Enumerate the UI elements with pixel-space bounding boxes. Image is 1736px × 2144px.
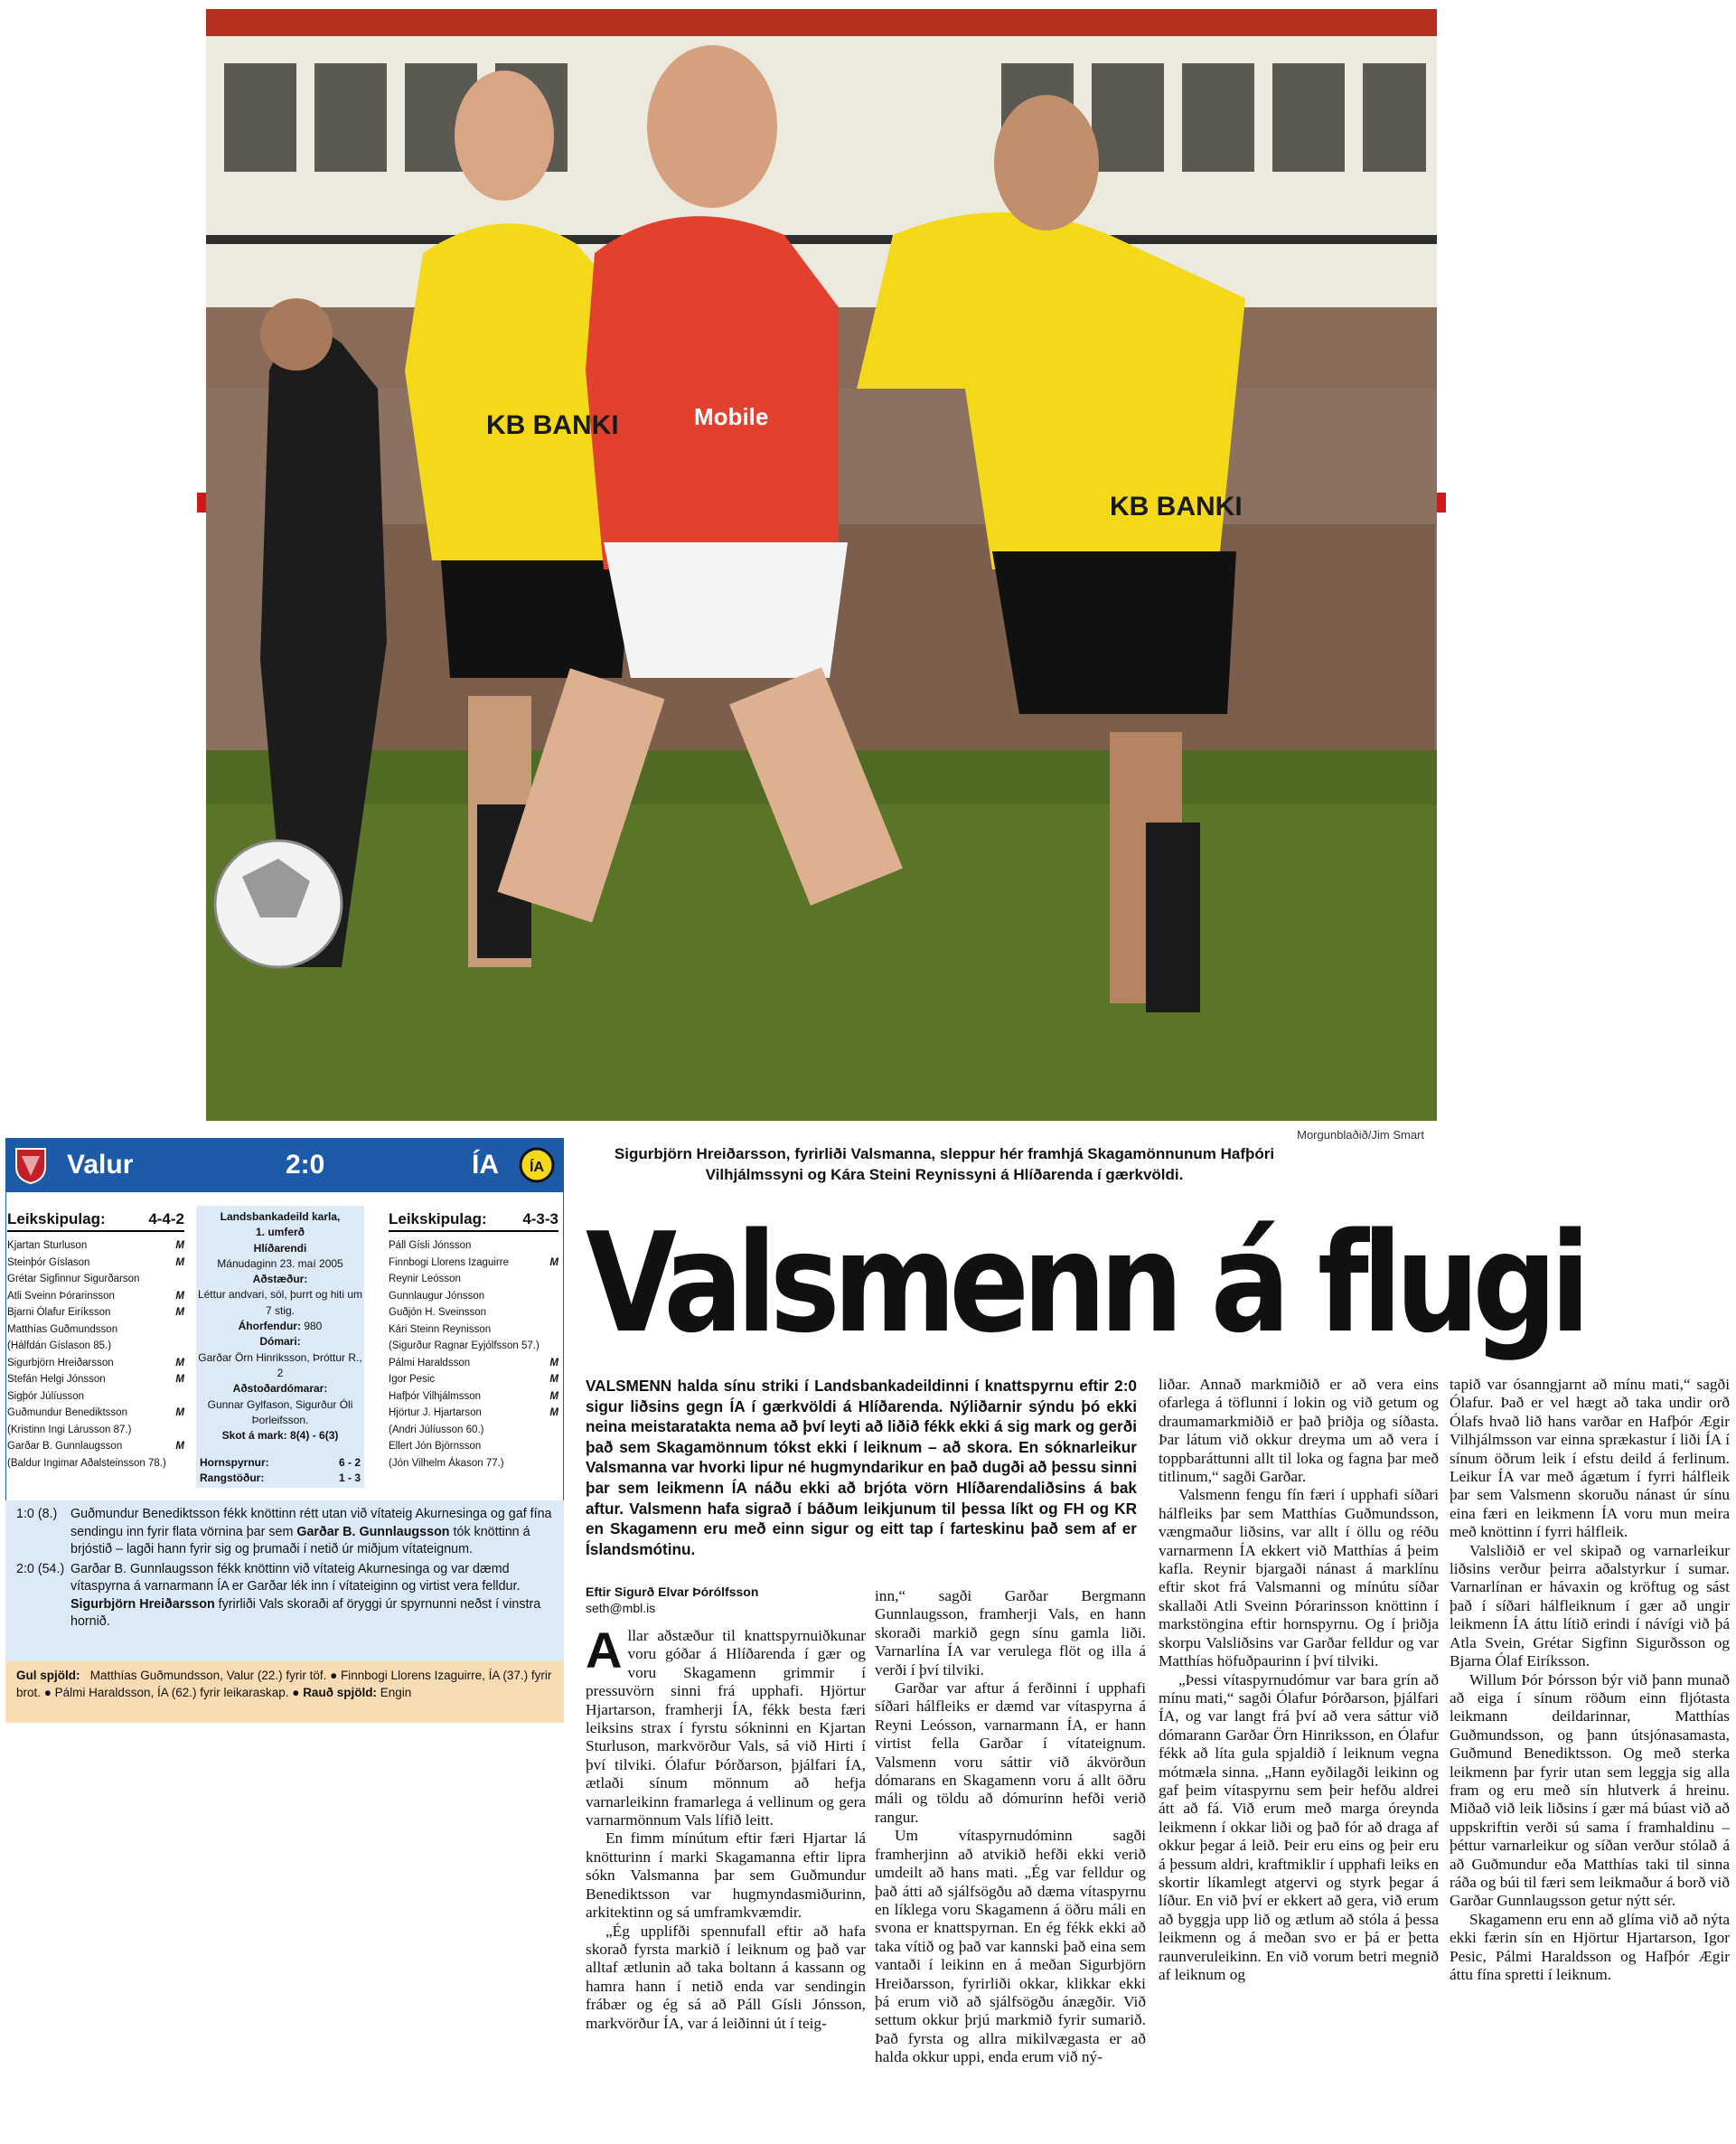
offsides-value: 1 - 3 (338, 1472, 361, 1484)
corners-row (196, 1455, 364, 1471)
player-name: (Kristinn Ingi Lárusson 87.) (7, 1424, 132, 1435)
referee-text: Garðar Örn Hinriksson, Þróttur R., 2 (198, 1350, 362, 1379)
lineup-row (7, 1271, 184, 1288)
player-rating-mark: M (549, 1407, 558, 1418)
photo-credit: Morgunblaðið/Jim Smart (1297, 1128, 1424, 1142)
player-name: (Andri Júlíusson 60.) (389, 1424, 484, 1435)
article-lede: VALSMENN halda sínu striki í Landsbankadeildinni í knattspyrnu eftir 2:0 sigur liðsins gegn ÍA í gærkvöldi á Hlíðarenda. Nýliðarnir sýndu þó ekki neina meistaratakta nema að því leyti að liðið fékk ekki á sig mark og gerði það sem Skagamönnum tókst ekki í leiknum – að skora. En sóknarleikur Valsmanna var hvorki lipur né hugmyndarikur en það dugði að þessu sinni þar sem leikmenn ÍA náðu ekki að brjóta vörn Hlíðarendaliðsins á bak aftur. Valsmenn hafa sigrað í báðum leikjunum til þessa líkt og FH og KR en Skagamenn eru með einn sigur og eitt tap í farteskinu það sem af er Íslandsmótinu. (586, 1377, 1137, 1558)
sponsor-text-red: Mobile (694, 403, 769, 430)
goal-1-scorer: Garðar B. Gunnlaugsson (296, 1524, 450, 1539)
red-cards-text: Engin (380, 1686, 412, 1699)
player-rating-mark: M (549, 1357, 558, 1368)
away-lineup-title: Leikskipulag: (389, 1210, 487, 1227)
player-name: (Jón Vilhelm Ákason 77.) (389, 1457, 504, 1469)
article-paragraph: liðar. Annað markmiðið er að vera eins ofarlega á töflunni í lokin og við getum og draumamarkmiðið er það þriðja og síðasta. Þar látum við okkur dreyma um að vera í toppbaráttunni allt til loka og fagna þar með titlinum,“ sagði Garðar. (1159, 1376, 1439, 1486)
player-name: Bjarni Ólafur Eiríksson (7, 1307, 111, 1318)
score-bar (5, 1138, 564, 1192)
article-column-4 (1450, 1376, 1730, 1984)
lineup-row (7, 1438, 184, 1455)
player-rating-mark: M (175, 1307, 184, 1318)
lineup-row (7, 1355, 184, 1372)
goal-2-text (70, 1561, 557, 1632)
player-name: Grétar Sigfinnur Sigurðarson (7, 1274, 140, 1284)
goal-2 (16, 1561, 557, 1632)
lineup-row (7, 1405, 184, 1422)
match-details (196, 1206, 364, 1488)
score-result: 2:0 (286, 1150, 325, 1180)
corners-value: 6 - 2 (338, 1456, 361, 1469)
lineup-row (389, 1371, 558, 1388)
goal-1 (16, 1506, 557, 1559)
goal-2-time: 2:0 (54.) (16, 1561, 65, 1576)
goal-1-post: tók knöttinn á brjóstið – lagði hann fyrir sig og þrumaði í netið úr miðjum vítateignum. (70, 1524, 530, 1556)
player-name: Sigurbjörn Hreiðarsson (7, 1357, 114, 1368)
goal-1-time: 1:0 (8.) (16, 1507, 58, 1521)
player-name: Igor Pesic (389, 1374, 436, 1385)
byline-author: Eftir Sigurð Elvar Þórólfsson (586, 1584, 759, 1599)
article-paragraph: tapið var ósanngjarnt að mínu mati,“ sagði Ólafur. Það er vel hægt að taka undir orð Ólafs hvað lið hans varðar en Hafþór Ægir Vilhjálmsson var einna sprækastur í liði ÍA í sínum öðrum leik í efstu deild á ferlinum. Leikur ÍA var með ágætum í fyrri hálfleik þar sem Valsmenn skoruðu nánast úr sínu eina færi en leikmenn ÍA voru mun meira með knöttinn í fyrri hálfleik. (1450, 1376, 1730, 1541)
referee-label: Dómari: (259, 1335, 301, 1349)
player-rating-mark: M (175, 1441, 184, 1452)
player-name: Matthías Guðmundsson (7, 1323, 118, 1335)
player-name: Stefán Helgi Jónsson (7, 1374, 106, 1385)
lineup-row (389, 1355, 558, 1372)
photo-caption: Sigurbjörn Hreiðarsson, fyrirliði Valsmanna, sleppur hér framhjá Skagamönnunum Hafþóri Vilhjálmssyni og Kára Steini Reynissyni á Hlíðarenda í gærkvöldi. (614, 1145, 1275, 1183)
player-rating-mark: M (549, 1390, 558, 1402)
assistants-label: Aðstoðardómarar: (232, 1382, 328, 1396)
column-4-paragraphs (1450, 1376, 1730, 1984)
match-photo (206, 9, 1437, 1121)
player-name: Ellert Jón Björnsson (389, 1441, 482, 1452)
article-paragraph: Garðar var aftur á ferðinni í upphafi síðari hálfleiks er dæmd var vítaspyrna á Reyni Leósson, varnarmann ÍA, er hann virtist fella Garðar í vítateignum. Valsmenn voru sáttir við ákvörðun dómarans en Skagamenn voru á allt öðru máli og töldu að dómurinn hefði verið rangur. (875, 1679, 1146, 1826)
goal-2-pre: Garðar B. Gunnlaugsson fékk knöttinn við vítateig Akurnesinga og var dæmd vítaspyrna á varnarmann ÍA er Garðar lék inn í vítateiginn og virtist vera felldur. (70, 1561, 521, 1594)
lineup-row (389, 1321, 558, 1339)
offsides-row (196, 1471, 364, 1486)
cards-box (5, 1661, 564, 1723)
goal-1-pre: Guðmundur Benediktsson fékk knöttinn rétt utan við vítateig Akurnesinga og gaf fína sendingu inn fyrir flata vörnina þar sem (70, 1507, 552, 1539)
round-name: 1. umferð (255, 1226, 305, 1239)
article-column-2 (875, 1587, 1146, 2067)
match-stats (196, 1455, 364, 1486)
lineup-row (7, 1338, 184, 1355)
lineup-row (7, 1388, 184, 1406)
home-lineup-list (7, 1237, 184, 1472)
player-name: Pálmi Haraldsson (389, 1357, 471, 1368)
player-rating-mark: M (175, 1374, 184, 1385)
player-name: Garðar B. Gunnlaugsson (7, 1441, 123, 1452)
home-lineup-formation: 4-4-2 (148, 1210, 184, 1227)
home-lineup (7, 1208, 184, 1472)
shots-row (196, 1428, 364, 1443)
sponsor-text-left: KB BANKI (486, 410, 619, 440)
red-cards-label: Rauð spjöld: (303, 1686, 377, 1699)
lineup-row (7, 1321, 184, 1339)
player-name: Atli Sveinn Þórarinsson (7, 1290, 115, 1302)
column-1-paragraphs (586, 1622, 866, 2033)
lineup-row (7, 1255, 184, 1272)
goal-2-scorer: Sigurbjörn Hreiðarsson (70, 1596, 215, 1612)
player-name: Guðjón H. Sveinsson (389, 1307, 487, 1318)
lineup-row (389, 1422, 558, 1439)
away-lineup-formation: 4-3-3 (522, 1210, 558, 1227)
assistants-text: Gunnar Gylfason, Sigurður Óli Þorleifsson. (207, 1397, 353, 1426)
attendance-row (196, 1319, 364, 1334)
player-name: (Sigurður Ragnar Eyjólfsson 57.) (389, 1340, 540, 1351)
player-name: Reynir Leósson (389, 1274, 461, 1284)
article-column-1 (586, 1622, 866, 2033)
player-rating-mark: M (549, 1256, 558, 1268)
league-name: Landsbankadeild karla, (220, 1210, 341, 1223)
away-lineup-header (389, 1208, 558, 1232)
player-rating-mark: M (175, 1290, 184, 1302)
home-team: Valur (67, 1150, 134, 1180)
player-name: Kári Steinn Reynisson (389, 1323, 492, 1335)
lineup-row (7, 1371, 184, 1388)
goals-box (5, 1500, 564, 1663)
svg-text:ÍA: ÍA (530, 1160, 544, 1175)
valur-crest-icon (13, 1145, 49, 1185)
corners-label: Hornspyrnur: (200, 1456, 269, 1469)
lineup-row (389, 1455, 558, 1472)
goal-1-text (70, 1506, 557, 1559)
away-lineup (389, 1208, 558, 1472)
article-paragraph: llar aðstæður til knattspyrnuiðkunar voru góðar á Hlíðarenda í gær og voru Skagamenn grimmir í pressuvörn sinni frá upphafi. Hjörtur Hjartarson, framherji ÍA, fékk besta færi leiksins strax í fyrstu sókninni en Kjartan Sturluson, markvörður Vals, sá við Hirti í því tilviki. Ólafur Þórðarson, þjálfari ÍA, ætlaði sínum mönnum að hefja varnarleikinn framarlega á vellinum og gera varnarmönnum Vals lífið leitt. (586, 1627, 866, 1829)
yellow-cards-text: Matthías Guðmundsson, Valur (22.) fyrir töf. ● Finnbogi Llorens Izaguirre, ÍA (37.) fyrir brot. ● Pálmi Haraldsson, ÍA (62.) fyrir leikaraskap. ● (16, 1669, 552, 1699)
article-paragraph: Valsmenn fengu fín færi í upphafi síðari hálfleiks þar sem Matthías Guðmundsson, vængmaður liðsins, var allt í öllu og réðu varnarmenn ÍA ekkert við Matthías á þeim kafla. Reynir bjargaði nánast á marklínu eftir skot frá Valsmanni og mínútu síðar skallaði Atli Sveinn Þórarinsson knöttinn í markstöngina eftir hornspyrnu. Og í þriðja skorpu Valsliðsins var Garðar felldur og var Matthías höfuðpaurinn í því tilviki. (1159, 1486, 1439, 1670)
lineup-row (7, 1237, 184, 1255)
headline: Valsmenn á flugi (586, 1203, 1584, 1363)
drop-cap: A (586, 1622, 623, 1679)
page-marker-right (1437, 493, 1446, 512)
goal-2-post: fyrirliði Vals skoraði af öryggi úr spyrnunni neðst í vinstra hornið. (70, 1596, 541, 1629)
byline-email: seth@mbl.is (586, 1601, 656, 1615)
player-name: Finnbogi Llorens Izaguirre (389, 1256, 509, 1268)
player-rating-mark: M (175, 1357, 184, 1368)
match-date: Mánudaginn 23. maí 2005 (217, 1256, 343, 1270)
page-marker-left (197, 493, 206, 512)
player-name: Guðmundur Benediktsson (7, 1407, 127, 1418)
lineup-row (389, 1271, 558, 1288)
article-paragraph: Valsliðið er vel skipað og varnarleikur liðsins verður þeirra aðalstyrkur í sumar. Varnarlínan er hávaxin og kröftug og sást það í síðari hálfleiknum í gær að ungir leikmenn ÍA áttu lítið erindi í návígi við þá Atla Svein, Grétar Sigfinn Sigurðsson og Bjarna Ólaf Eiríksson. (1450, 1541, 1730, 1670)
article-paragraph: „Ég upplifði spennufall eftir að hafa skorað fyrsta markið í leiknum og það var alltaf ætlunin að taka boltann á kassann og hamra hann í netið enda var sendingin frábær og ég sá að Páll Gísli Jónsson, markvörður ÍA, var á leiðinni út í teig- (586, 1922, 866, 2032)
article-paragraph: Willum Þór Þórsson býr við þann munað að eiga í sínum röðum einn fljótasta leikmann deildarinnar, Matthías Guðmundsson, og þann útsjónasamasta, Guðmund Benediktsson. Og með sterka leikmenn þar fyrir utan sem leggja sig alla fram og eru með sín hlutverk á hreinu. Miðað við leik liðsins í gær má búast við að uppskriftin verði sú sama í framhaldinu – þéttur varnarleikur og síðan verður stólað á að Guðmundur eða Matthías taki til sinna ráða og búi til færi sem leikmaður á borð við Garðar Gunnlaugsson getur nýtt sér. (1450, 1670, 1730, 1910)
home-lineup-title: Leikskipulag: (7, 1210, 106, 1227)
player-name: Steinþór Gíslason (7, 1256, 90, 1268)
lineup-row (389, 1388, 558, 1406)
player-name: Páll Gísli Jónsson (389, 1240, 472, 1251)
article-paragraph: En fimm mínútum eftir færi Hjartar lá knötturinn í marki Skagamanna eftir lipra sókn Valsmanna þar sem Guðmundur Benediktsson var hugmyndasmiðurinn, arkitektinn og sá umframkvæmdir. (586, 1829, 866, 1922)
lineup-row (7, 1304, 184, 1321)
lineup-row (7, 1288, 184, 1305)
attendance-value: 980 (304, 1320, 323, 1333)
lineup-row (389, 1405, 558, 1422)
shots-value: 8(4) - 6(3) (290, 1429, 339, 1443)
player-name: (Baldur Ingimar Aðalsteinsson 78.) (7, 1457, 166, 1469)
yellow-cards-label: Gul spjöld: (16, 1669, 80, 1682)
article-column-3 (1159, 1376, 1439, 1984)
venue-name: Hlíðarendi (253, 1241, 307, 1255)
away-lineup-list (389, 1237, 558, 1472)
ia-crest-icon (519, 1145, 555, 1185)
byline (586, 1584, 857, 1616)
sponsor-text-right: KB BANKI (1110, 492, 1243, 522)
player-name: Kjartan Sturluson (7, 1240, 88, 1251)
attendance-label: Áhorfendur: (238, 1320, 301, 1333)
column-3-paragraphs (1159, 1376, 1439, 1984)
player-name: Gunnlaugur Jónsson (389, 1290, 485, 1302)
article-paragraph: inn,“ sagði Garðar Bergmann Gunnlaugsson, framherji Vals, en hann skoraði markið gegn sínu gamla liði. Varnarlína ÍA var verulega flöt og illa á verði í því tilviki. (875, 1587, 1146, 1679)
article-paragraph: Um vítaspyrnudóminn sagði framherjinn að atvikið hefði ekki verið umdeilt að hans mati. „Ég var felldur og það átti að sjálfsögðu að dæma vítaspyrnu en líklega voru Skagamenn á öðru máli en svona er knattspyrnan. En ég fékk ekki að taka vítið og það var kannski það eina sem vantaði í leikinn en á meðan Sigurbjörn Hreiðarsson, fyrirliði okkar, klikkar ekki þá erum við að sjálfsögðu ánægðir. Við settum okkur þrjú markmið fyrir sumarið. Það fyrsta og allra mikilvægasta er að halda okkur uppi, enda erum við ný- (875, 1827, 1146, 2066)
lineup-row (389, 1255, 558, 1272)
player-rating-mark: M (175, 1407, 184, 1418)
player-rating-mark: M (175, 1256, 184, 1268)
lineup-row (7, 1455, 184, 1472)
lineup-row (389, 1438, 558, 1455)
lineup-row (389, 1338, 558, 1355)
away-team: ÍA (472, 1150, 499, 1180)
home-lineup-header (7, 1208, 184, 1232)
column-2-paragraphs (875, 1587, 1146, 2067)
conditions-text: Léttur andvari, sól, þurrt og hiti um 7 stig. (197, 1288, 363, 1317)
player-name: Sigþór Júlíusson (7, 1390, 85, 1402)
lineup-row (389, 1237, 558, 1255)
lineup-row (7, 1422, 184, 1439)
player-name: (Hálfdán Gíslason 85.) (7, 1340, 112, 1351)
article-paragraph: Skagamenn eru enn að glíma við að nýta ekki færin sín en Hjörtur Hjartarson, Igor Pesic, Pálmi Haraldsson og Hafþór Ægir áttu fína spretti í leiknum. (1450, 1910, 1730, 1983)
conditions-label: Aðstæður: (252, 1273, 308, 1286)
shots-label: Skot á mark: (221, 1429, 287, 1443)
lineup-row (389, 1304, 558, 1321)
player-rating-mark: M (549, 1374, 558, 1385)
player-rating-mark: M (175, 1240, 184, 1251)
offsides-label: Rangstöður: (200, 1472, 265, 1484)
player-name: Hafþór Vilhjálmsson (389, 1390, 482, 1402)
player-name: Hjörtur J. Hjartarson (389, 1407, 482, 1418)
article-paragraph: „Þessi vítaspyrnudómur var bara grín að mínu mati,“ sagði Ólafur Þórðarson, þjálfari ÍA, og var langt frá því að vera sáttur við dómarann Garðar Örn Hinriksson, en Ólafur fékk að líta gula spjaldið í leiknum vegna mótmæla sinna. „Hann eyðilagði leikinn og gaf þeim vítaspyrnu sem þeir hefðu aldrei átt að fá. Við erum með marga óreynda leikmenn í okkar liði og það fór að draga af okkur þegar á leið. Þeir eru eins og þeir eru á þessum aldri, kraftmiklir í upphafi leiks en skortir líkamlegt atgervi og styrk þegar á líður. En við því er ekkert að gera, við erum að byggja upp lið og ætlum að stóla á þessa leikmenn og á meðan svo er þá er þetta raunveruleikinn. En við vorum betri megnið af leiknum og (1159, 1670, 1439, 1983)
lineup-row (389, 1288, 558, 1305)
